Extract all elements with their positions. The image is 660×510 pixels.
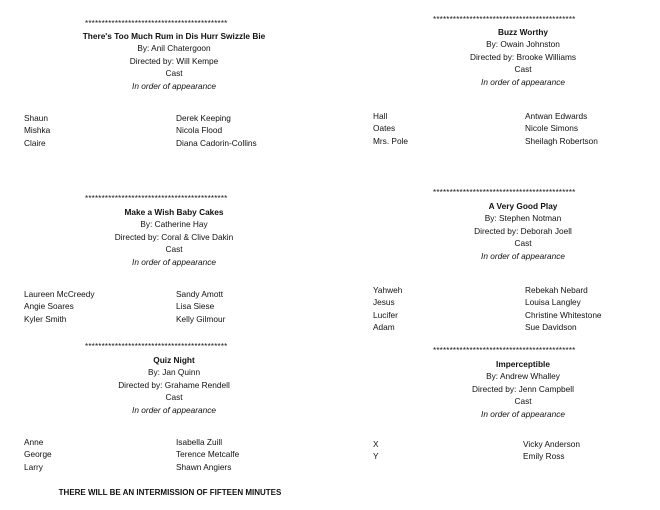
cast-row bbox=[373, 110, 660, 122]
director: Directed by: Grahame Rendell bbox=[118, 379, 230, 390]
actor-name: Louisa Langley bbox=[525, 297, 581, 308]
cast-row bbox=[373, 284, 660, 296]
role-name: Shaun bbox=[24, 113, 48, 123]
play-title: Imperceptible bbox=[496, 359, 550, 369]
cast-row bbox=[373, 296, 660, 308]
cast-row bbox=[24, 436, 324, 448]
role-name: Kyler Smith bbox=[24, 313, 67, 324]
role-name: Adam bbox=[373, 322, 395, 333]
actor-name: Shawn Angiers bbox=[176, 461, 232, 472]
star-divider: ******************************************* bbox=[85, 194, 228, 203]
play-title: Quiz Night bbox=[153, 355, 195, 365]
play-title: Buzz Worthy bbox=[497, 27, 549, 37]
actor-name: Isabella Zuill bbox=[176, 437, 223, 447]
cast-label: Cast bbox=[165, 244, 183, 255]
director: Directed by: Deborah Joell bbox=[474, 225, 572, 236]
actor-name: Derek Keeping bbox=[176, 113, 231, 123]
play-title: There's Too Much Rum in Dis Hurr Swizzle Bie bbox=[82, 31, 266, 41]
role-name: Y bbox=[373, 451, 379, 462]
cast-row bbox=[24, 448, 324, 460]
cast-list bbox=[373, 110, 660, 147]
actor-name: Diana Cadorin-Collins bbox=[176, 137, 257, 148]
play-title: A Very Good Play bbox=[488, 201, 558, 211]
cast-label: Cast bbox=[514, 238, 532, 249]
actor-name: Christine Whitestone bbox=[525, 309, 602, 320]
playwright: By: Jan Quinn bbox=[147, 367, 201, 378]
order-label: In order of appearance bbox=[481, 76, 565, 87]
cast-label: Cast bbox=[514, 396, 532, 407]
role-name: Jesus bbox=[373, 297, 395, 308]
role-name: Mishka bbox=[24, 125, 51, 136]
playwright: By: Owain Johnston bbox=[486, 39, 560, 50]
actor-name: Sue Davidson bbox=[525, 322, 577, 333]
actor-name: Kelly Gilmour bbox=[176, 313, 226, 324]
role-name: Mrs. Pole bbox=[373, 135, 409, 146]
play-title: Make a Wish Baby Cakes bbox=[124, 207, 224, 217]
role-name: Claire bbox=[24, 137, 46, 148]
order-label: In order of appearance bbox=[481, 250, 565, 261]
cast-list bbox=[24, 112, 324, 149]
role-name: Oates bbox=[373, 123, 396, 134]
actor-name: Terence Metcalfe bbox=[176, 449, 240, 460]
playwright: By: Anil Chatergoon bbox=[137, 43, 211, 54]
cast-label: Cast bbox=[165, 68, 183, 79]
cast-row bbox=[24, 288, 324, 300]
actor-name: Lisa Siese bbox=[176, 301, 215, 312]
role-name: Hall bbox=[373, 111, 388, 121]
cast-row bbox=[373, 321, 660, 333]
playwright: By: Andrew Whalley bbox=[486, 371, 560, 382]
role-name: Lucifer bbox=[373, 309, 398, 320]
role-name: Angie Soares bbox=[24, 301, 74, 312]
order-label: In order of appearance bbox=[132, 256, 216, 267]
star-divider: ******************************************* bbox=[433, 188, 576, 197]
cast-row bbox=[373, 122, 660, 134]
star-divider: ******************************************* bbox=[85, 342, 228, 351]
playwright: By: Catherine Hay bbox=[140, 219, 208, 230]
cast-list bbox=[373, 284, 660, 334]
actor-name: Sheilagh Robertson bbox=[525, 135, 598, 146]
cast-row bbox=[24, 300, 324, 312]
actor-name: Emily Ross bbox=[523, 451, 565, 462]
role-name: Anne bbox=[24, 437, 44, 447]
cast-list bbox=[24, 288, 324, 325]
order-label: In order of appearance bbox=[132, 80, 216, 91]
director: Directed by: Brooke Williams bbox=[469, 51, 577, 62]
intermission-notice: THERE WILL BE AN INTERMISSION OF FIFTEEN MINUTES bbox=[58, 488, 282, 497]
star-divider: ******************************************* bbox=[85, 19, 228, 28]
cast-row bbox=[24, 313, 324, 325]
cast-row bbox=[373, 309, 660, 321]
star-divider: ******************************************* bbox=[433, 15, 576, 24]
role-name: Larry bbox=[24, 461, 43, 472]
actor-name: Antwan Edwards bbox=[525, 111, 588, 121]
order-label: In order of appearance bbox=[132, 404, 216, 415]
cast-row bbox=[24, 124, 324, 136]
cast-list bbox=[24, 436, 324, 473]
actor-name: Sandy Amott bbox=[176, 289, 224, 299]
star-divider: ******************************************* bbox=[433, 346, 576, 355]
actor-name: Nicole Simons bbox=[525, 123, 579, 134]
actor-name: Vicky Anderson bbox=[523, 439, 581, 449]
cast-label: Cast bbox=[165, 392, 183, 403]
order-label: In order of appearance bbox=[481, 408, 565, 419]
cast-list bbox=[373, 438, 660, 463]
cast-row bbox=[373, 438, 660, 450]
cast-row bbox=[24, 112, 324, 124]
director: Directed by: Jenn Campbell bbox=[472, 383, 574, 394]
playwright: By: Stephen Notman bbox=[484, 213, 562, 224]
role-name: George bbox=[24, 449, 52, 460]
actor-name: Nicola Flood bbox=[176, 125, 223, 136]
role-name: Laureen McCreedy bbox=[24, 289, 95, 299]
director: Directed by: Will Kempe bbox=[129, 55, 219, 66]
role-name: X bbox=[373, 439, 379, 449]
role-name: Yahweh bbox=[373, 285, 403, 295]
cast-row bbox=[24, 461, 324, 473]
actor-name: Rebekah Nebard bbox=[525, 285, 588, 295]
cast-row bbox=[373, 135, 660, 147]
cast-label: Cast bbox=[514, 64, 532, 75]
director: Directed by: Coral & Clive Dakin bbox=[114, 231, 234, 242]
cast-row bbox=[373, 450, 660, 462]
cast-row bbox=[24, 137, 324, 149]
